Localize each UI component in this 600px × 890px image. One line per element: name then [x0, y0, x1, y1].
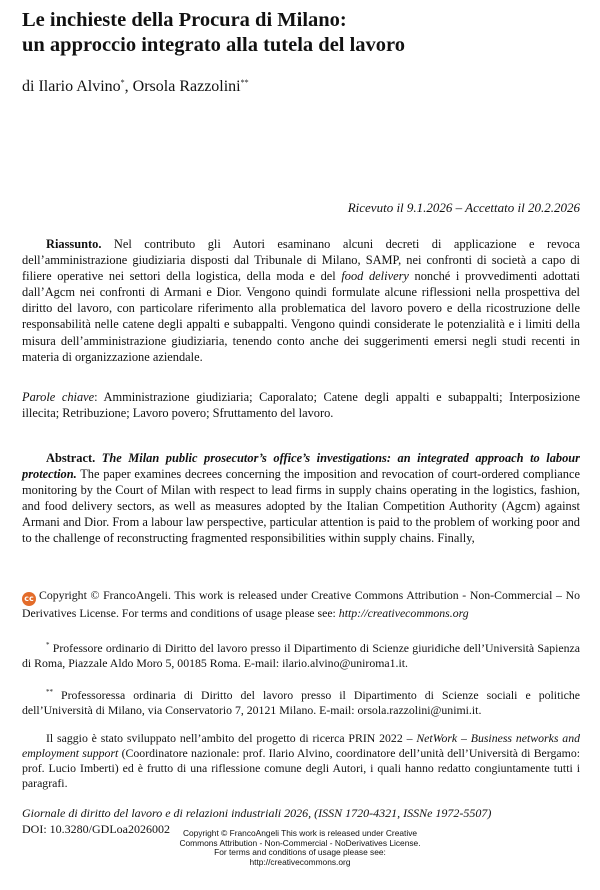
- riassunto-text-a: Nel contributo gli Autori esaminano alcuni decreti di applicazione e revoca dell’amministrazione giudiziaria disposti dal Tribunale di Milano, SAMP, nei confronti di società a capo di filiere operative nei settori della logistica, della moda e del: [22, 237, 580, 284]
- received-accepted-dates: Ricevuto il 9.1.2026 – Accettato il 20.2.2026: [347, 200, 580, 215]
- keywords-text: : Amministrazione giudiziaria; Caporalato; Catene degli appalti e subappalti; Interposizione illecita; Retribuzione; Lavoro povero; Sfruttamento del lavoro.: [22, 390, 580, 421]
- abstract-label: Abstract.: [46, 451, 96, 465]
- article-title: [22, 8, 582, 58]
- abstract-text: The paper examines decrees concerning the imposition and revocation of court-ordered compliance monitoring by the Court of Milan with respect to lead firms in supply chains operating in the logistics, fashion, and food delivery sectors, as well as measures adopted by the Italian Competition Authority (Agcm) against Armani and Dior. From a labour law perspective, particular attention is paid to the problem of working poor and to the challenge of reconstructing fragmented responsibilities within supply chains. Finally,: [22, 467, 580, 546]
- author-1-footnote-mark[interactable]: *: [120, 78, 125, 87]
- footnote-1-mark: *: [46, 641, 50, 649]
- keywords-label: Parole chiave: [22, 390, 95, 404]
- journal-citation: Giornale di diritto del lavoro e di relazioni industriali 2026, (ISSN 1720-4321, ISSNe 1972-5507): [22, 806, 492, 820]
- project-note: [22, 731, 580, 791]
- project-italic: NetWork – Business networks and employment support: [22, 731, 580, 760]
- footnote-2-text: Professoressa ordinaria di Diritto del lavoro presso il Dipartimento di Scienze sociali e politiche dell’Università di Milano, via Conservatorio 7, 20121 Milano. E-mail: orsola.razzolini@unimi.it.: [22, 688, 580, 717]
- stamp-line-3: For terms and conditions of usage please see:: [214, 847, 386, 858]
- copyright-stamp: [150, 829, 450, 867]
- footnote-2-mark: **: [46, 688, 53, 696]
- title-line-2: un approccio integrato alla tutela del lavoro: [22, 34, 406, 56]
- cc-icon: cc: [22, 592, 36, 606]
- abstract-title: The Milan public prosecutor’s office’s investigations: an integrated approach to labour protection.: [22, 451, 580, 482]
- author-1: di Ilario Alvino: [22, 78, 121, 95]
- copyright-notice: [22, 588, 580, 621]
- footnote-1-text: Professore ordinario di Diritto del lavoro presso il Dipartimento di Scienze giuridiche dell’Università Sapienza di Roma, Piazzale Aldo Moro 5, 00185 Roma. E-mail: ilario.alvino@uniroma1.it.: [22, 641, 580, 670]
- project-text-b: (Coordinatore nazionale: prof. Ilario Alvino, coordinatore dell’unità dell’Università di Bergamo: prof. Lucio Imberti) ed è frutto di una riflessione comune degli Autori, i quali hanno redatto congiuntamente tutti i paragrafi.: [22, 746, 580, 790]
- stamp-line-4[interactable]: http://creativecommons.org: [249, 856, 351, 867]
- project-text-a: Il saggio è stato sviluppato nell’ambito del progetto di ricerca PRIN 2022 –: [46, 731, 417, 745]
- title-line-1: Le inchieste della Procura di Milano:: [22, 9, 347, 31]
- copyright-text: Copyright © FrancoAngeli. This work is released under Creative Commons Attribution - Non-Commercial – No Derivatives License. For terms and conditions of usage please see:: [22, 588, 580, 620]
- doi[interactable]: DOI: 10.3280/GDLoa2026002: [22, 822, 170, 836]
- copyright-link[interactable]: http://creativecommons.org: [338, 606, 469, 620]
- keywords-paragraph: [22, 389, 580, 421]
- riassunto-paragraph: [22, 236, 580, 365]
- riassunto-italic: food delivery: [341, 269, 409, 284]
- footnote-2: [22, 685, 580, 718]
- authors-line: [22, 78, 249, 96]
- author-2-footnote-mark[interactable]: **: [240, 78, 249, 87]
- stamp-line-2: Commons Attribution - Non-Commercial - NoDerivatives License.: [179, 837, 421, 848]
- footnote-1: [22, 638, 580, 671]
- riassunto-text-b: nonché i provvedimenti adottati dall’Agcm nei confronti di Armani e Dior. Vengono quindi formulate alcune riflessioni nella prospettiva del diritto del lavoro, con particolare riferimento alla problematica del lavoro povero e della ricostruzione delle responsabilità nelle catene degli appalti e subappalti. Vengono quindi considerate le potenzialità e i limiti della misura dell’amministrazione giudiziaria, tenendo conto anche dei suggerimenti emersi negli studi recenti in materia di organizzazione aziendale.: [22, 269, 580, 364]
- author-2: , Orsola Razzolini: [124, 78, 241, 95]
- riassunto-label: Riassunto.: [46, 237, 102, 251]
- abstract-paragraph: [22, 450, 580, 547]
- stamp-line-1: Copyright © FrancoAngeli This work is released under Creative: [182, 828, 418, 838]
